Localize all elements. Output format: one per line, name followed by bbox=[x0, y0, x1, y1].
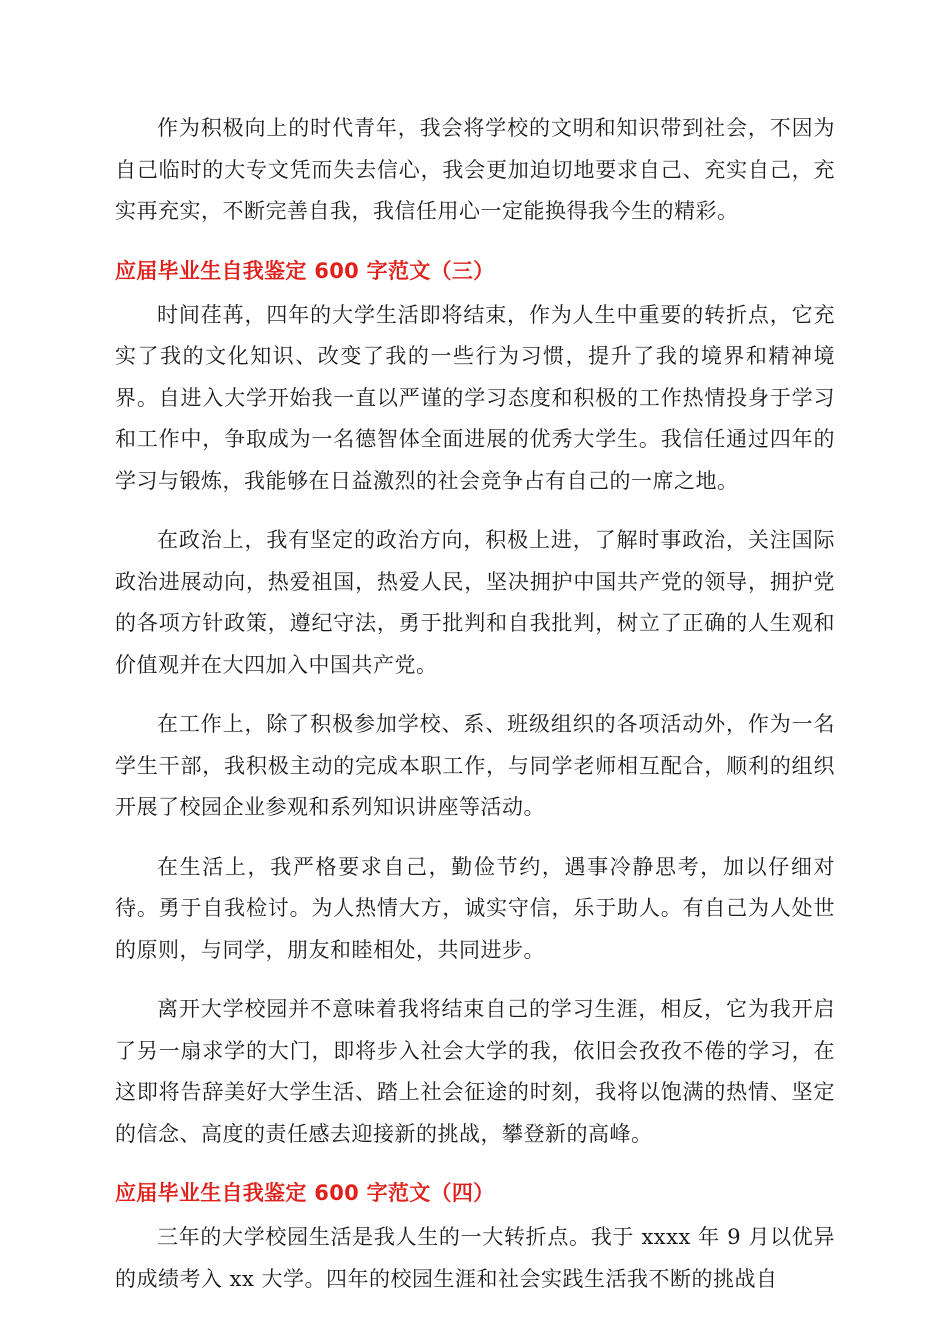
paragraph: 离开大学校园并不意味着我将结束自己的学习生涯，相反，它为我开启了另一扇求学的大门，即将步入社会大学的我，依旧会孜孜不倦的学习，在这即将告辞美好大学生活、踏上社会征途的时刻，我将以饱满的热情、坚定的信念、高度的责任感去迎接新的挑战，攀登新的高峰。 bbox=[115, 997, 835, 1146]
paragraph: 作为积极向上的时代青年，我会将学校的文明和知识带到社会，不因为自己临时的大专文凭而失去信心，我会更加迫切地要求自己、充实自己，充实再充实，不断完善自我，我信任用心一定能换得我今生的精彩。 bbox=[115, 116, 835, 223]
paragraph: 在生活上，我严格要求自己，勤俭节约，遇事冷静思考，加以仔细对待。勇于自我检讨。为人热情大方，诚实守信，乐于助人。有自己为人处世的原则，与同学，朋友和睦相处，共同进步。 bbox=[115, 854, 835, 962]
section-heading: 应届毕业生自我鉴定 600 字范文（四） bbox=[115, 1181, 495, 1205]
paragraph: 时间荏苒，四年的大学生活即将结束，作为人生中重要的转折点，它充实了我的文化知识、改变了我的一些行为习惯，提升了我的境界和精神境界。自进入大学开始我一直以严谨的学习态度和积极的工作热情投身于学习和工作中，争取成为一名德智体全面进展的优秀大学生。我信任通过四年的学习与锻炼，我能够在日益激烈的社会竞争占有自己的一席之地。 bbox=[115, 302, 835, 493]
section-heading: 应届毕业生自我鉴定 600 字范文（三） bbox=[115, 258, 495, 283]
paragraph: 三年的大学校园生活是我人生的一大转折点。我于 xxxx 年 9 月以优异的成绩考入 xx 大学。四年的校园生涯和社会实践生活我不断的挑战自 bbox=[115, 1225, 835, 1291]
document-body bbox=[115, 108, 835, 1300]
paragraph: 在工作上，除了积极参加学校、系、班级组织的各项活动外，作为一名学生干部，我积极主动的完成本职工作，与同学老师相互配合，顺利的组织开展了校园企业参观和系列知识讲座等活动。 bbox=[115, 712, 835, 819]
paragraph: 在政治上，我有坚定的政治方向，积极上进，了解时事政治，关注国际政治进展动向，热爱祖国，热爱人民，坚决拥护中国共产党的领导，拥护党的各项方针政策，遵纪守法，勇于批判和自我批判，树立了正确的人生观和价值观并在大四加入中国共产党。 bbox=[115, 528, 835, 677]
